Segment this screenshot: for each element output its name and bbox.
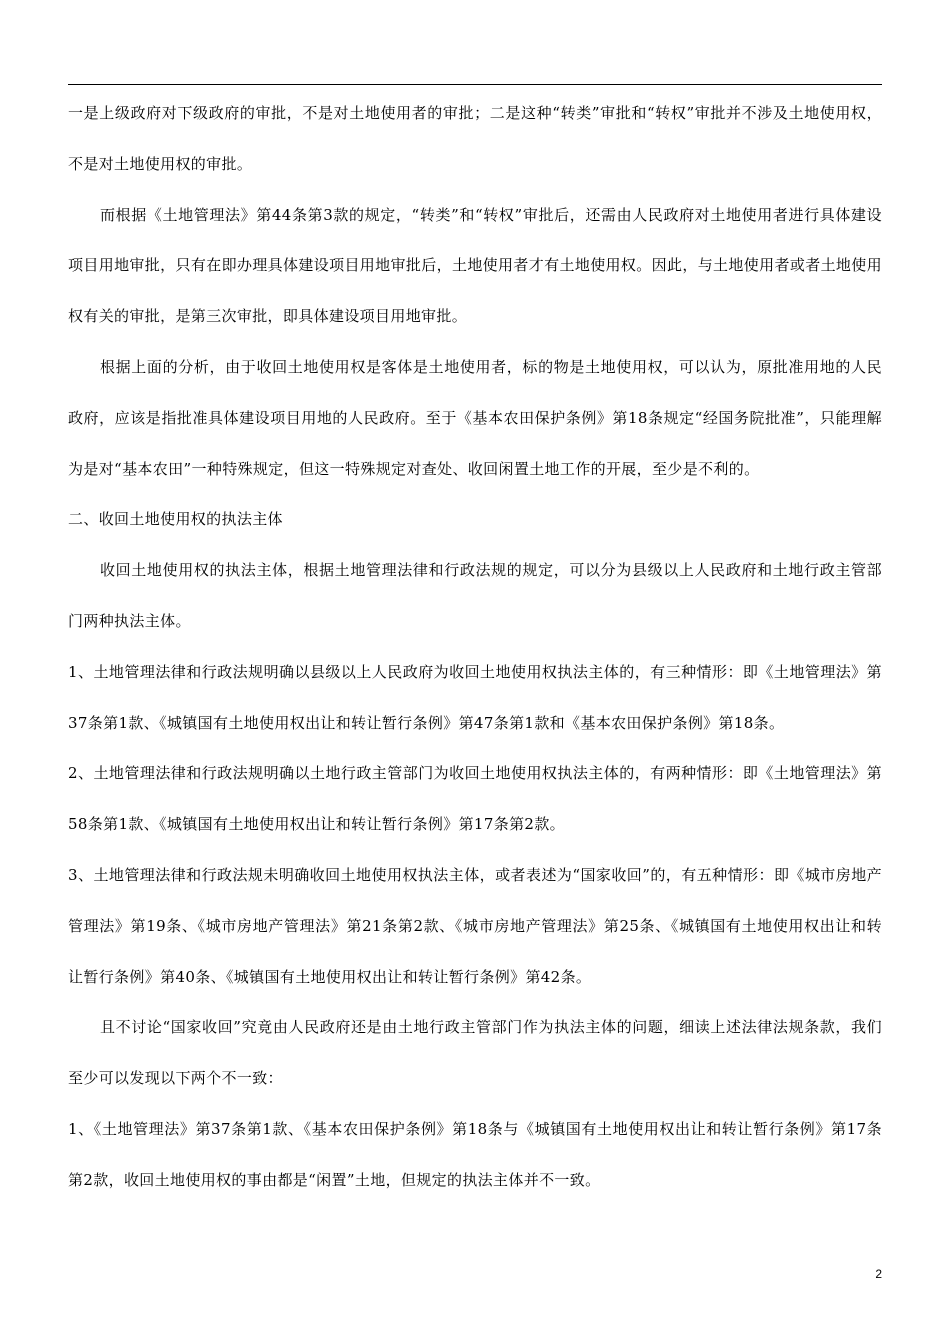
list-item-4: 1、《土地管理法》第37条第1款、《基本农田保护条例》第18条与《城镇国有土地使用权出让和转让暂行条例》第17条第2款，收回土地使用权的事由都是“闲置”土地，但规定的执法主体并不一致。 bbox=[68, 1119, 882, 1189]
paragraph-2: 而根据《土地管理法》第44条第3款的规定，“转类”和“转权”审批后，还需由人民政府对土地使用者进行具体建设项目用地审批，只有在即办理具体建设项目用地审批后，土地使用者才有土地使用权。因此，与土地使用者或者土地使用权有关的审批，是第三次审批，即具体建设项目用地审批。 bbox=[68, 205, 882, 326]
page-number: 2 bbox=[875, 1267, 882, 1281]
paragraph-5: 且不讨论“国家收回”究竟由人民政府还是由土地行政主管部门作为执法主体的问题，细读上述法律法规条款，我们至少可以发现以下两个不一致： bbox=[68, 1018, 882, 1088]
paragraph-1: 一是上级政府对下级政府的审批，不是对土地使用者的审批；二是这种“转类”审批和“转权”审批并不涉及土地使用权，不是对土地使用权的审批。 bbox=[68, 104, 882, 173]
list-item-1: 1、土地管理法律和行政法规明确以县级以上人民政府为收回土地使用权执法主体的，有三种情形：即《土地管理法》第37条第1款、《城镇国有土地使用权出让和转让暂行条例》第47条第1款和《基本农田保护条例》第18条。 bbox=[68, 662, 882, 732]
header-rule bbox=[68, 84, 882, 85]
section-heading: 二、收回土地使用权的执法主体 bbox=[68, 510, 283, 529]
document-body bbox=[68, 88, 882, 1206]
paragraph-4: 收回土地使用权的执法主体，根据土地管理法律和行政法规的规定，可以分为县级以上人民政府和土地行政主管部门两种执法主体。 bbox=[68, 561, 882, 630]
list-item-3: 3、土地管理法律和行政法规未明确收回土地使用权执法主体，或者表述为“国家收回”的，有五种情形：即《城市房地产管理法》第19条、《城市房地产管理法》第21条第2款、《城市房地产管理法》第25条、《城镇国有土地使用权出让和转让暂行条例》第40条、《城镇国有土地使用权出让和转让暂行条例》第42条。 bbox=[68, 865, 882, 986]
paragraph-3: 根据上面的分析，由于收回土地使用权是客体是土地使用者，标的物是土地使用权，可以认为，原批准用地的人民政府，应该是指批准具体建设项目用地的人民政府。至于《基本农田保护条例》第18条规定“经国务院批准”，只能理解为是对“基本农田”一种特殊规定，但这一特殊规定对查处、收回闲置土地工作的开展，至少是不利的。 bbox=[68, 357, 882, 478]
list-item-2: 2、土地管理法律和行政法规明确以土地行政主管部门为收回土地使用权执法主体的，有两种情形：即《土地管理法》第58条第1款、《城镇国有土地使用权出让和转让暂行条例》第17条第2款。 bbox=[68, 764, 882, 834]
